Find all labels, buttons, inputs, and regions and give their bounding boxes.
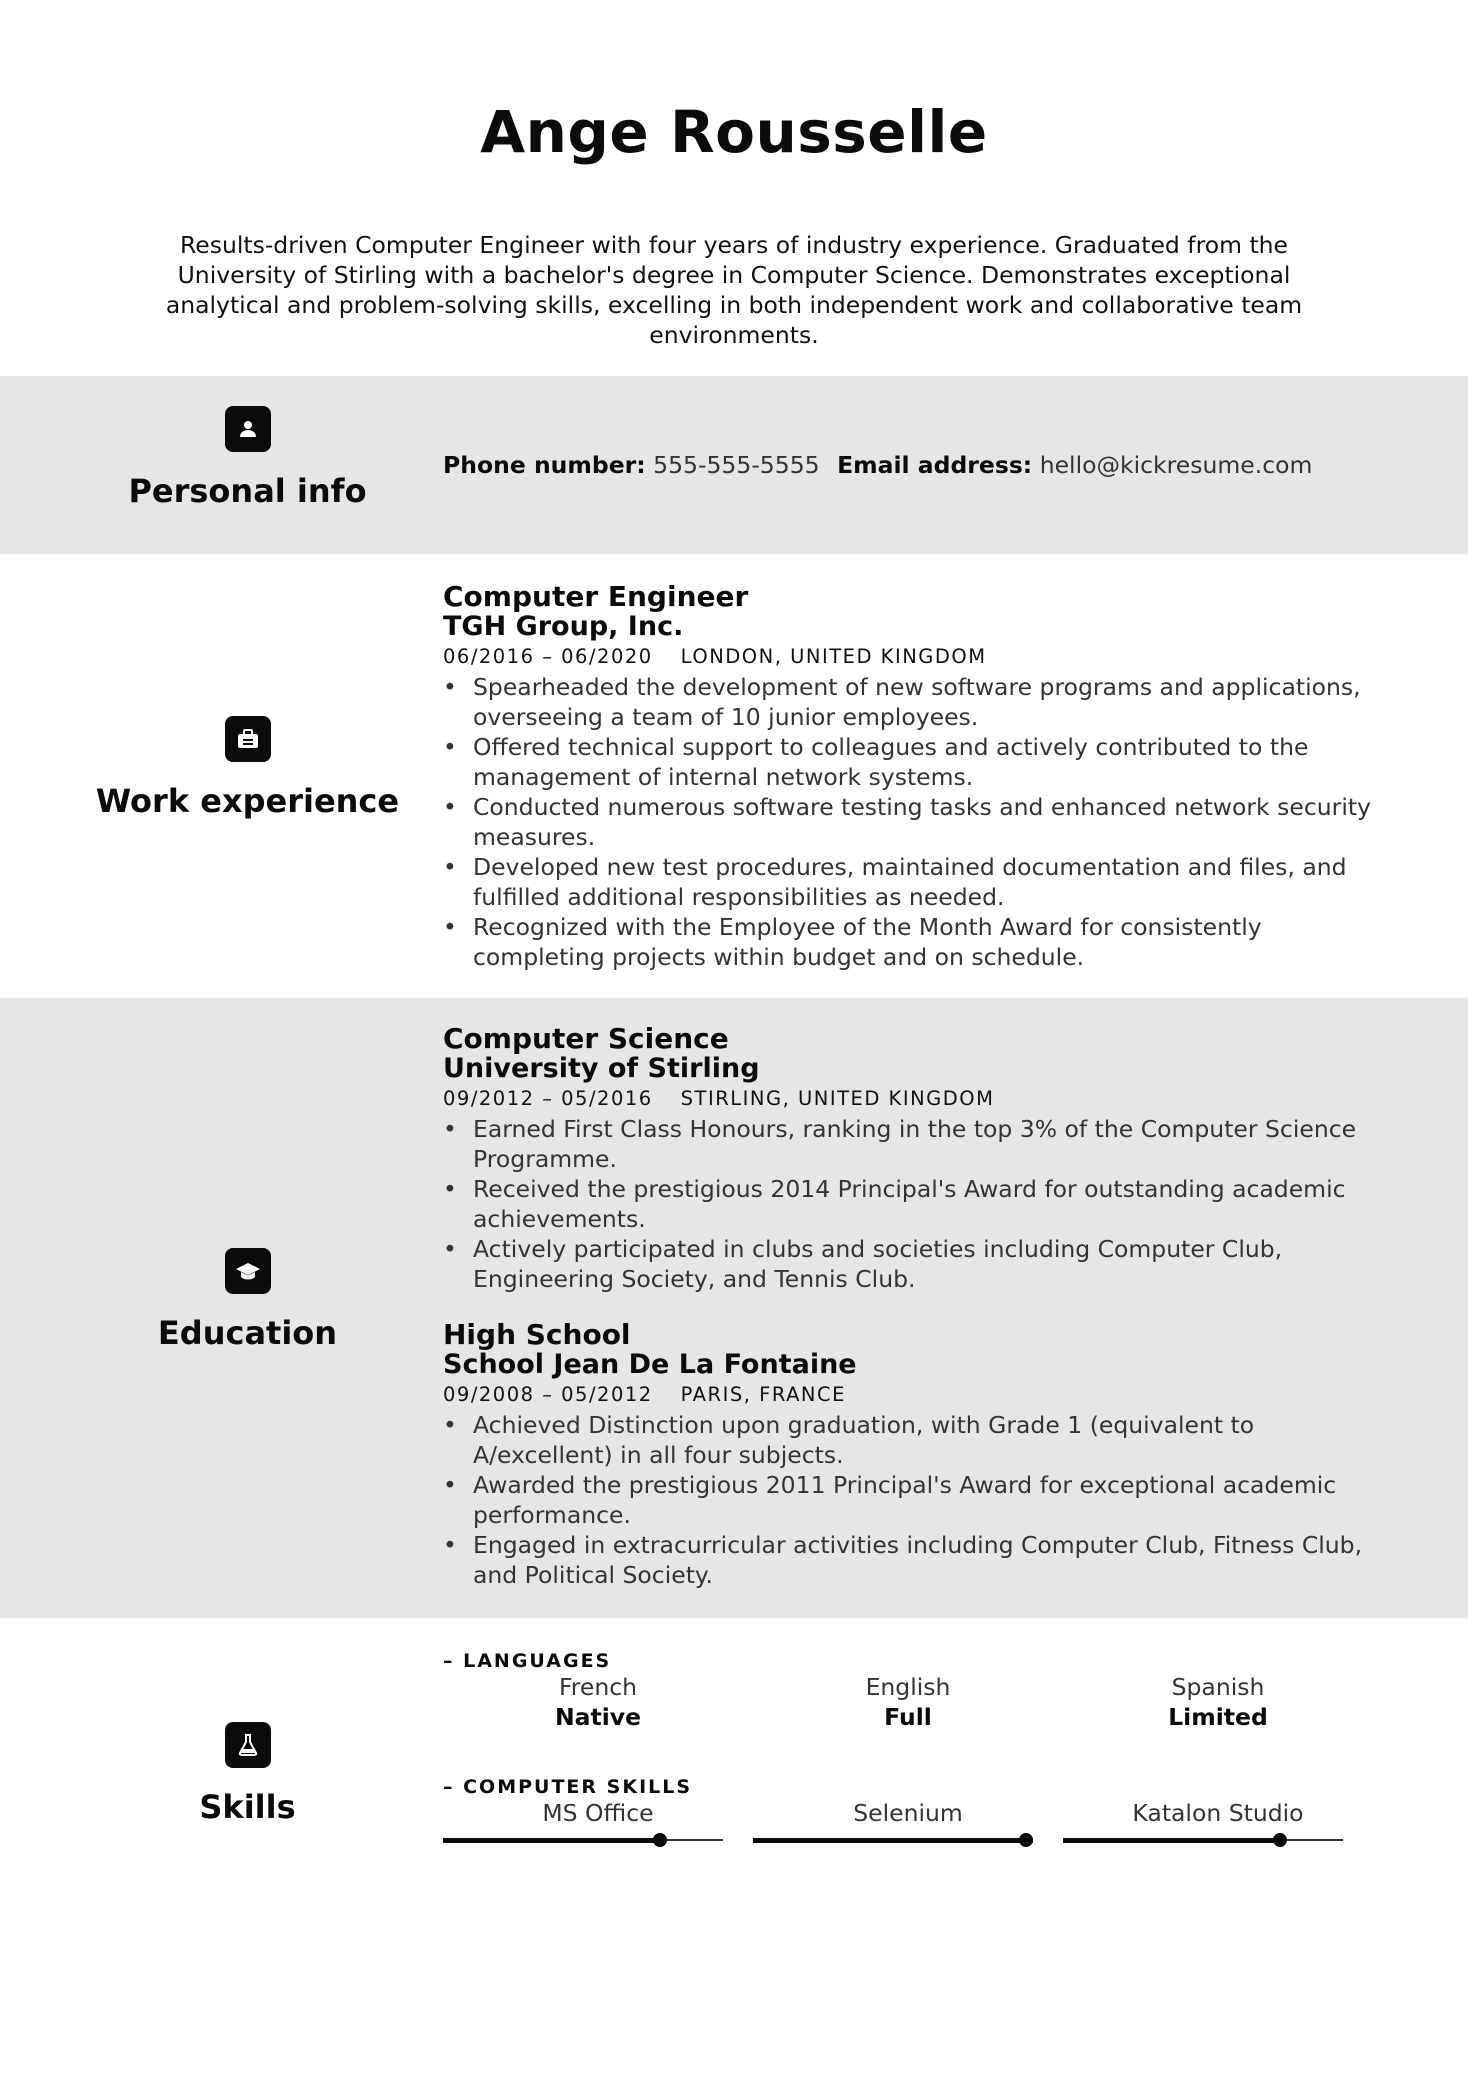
language-name: Spanish (1171, 1673, 1265, 1701)
location: STIRLING, UNITED KINGDOM (680, 1087, 995, 1110)
email-label: Email address: (837, 451, 1033, 479)
email-value: hello@kickresume.com (1039, 451, 1313, 479)
job-meta (443, 642, 1373, 672)
briefcase-icon (225, 716, 271, 762)
personal-info-section (0, 376, 1468, 554)
skills-section (0, 1618, 1468, 1918)
job-title: Computer Engineer (443, 580, 749, 613)
list-item: • Recognized with the Employee of the Month Award for consistently completing projects within budget and on schedule. (443, 912, 1373, 972)
summary: Results-driven Computer Engineer with four years of industry experience. Graduated from the University of Stirling with a bachelor's degree in Computer Science. Demonstrates exceptional analytical and problem-solving skills, excelling in both independent work and collaborative team environments. (165, 231, 1303, 349)
work-experience-section (0, 554, 1468, 998)
skill-item (753, 1798, 1063, 1850)
list-item: • Awarded the prestigious 2011 Principal's Award for exceptional academic performance. (443, 1470, 1373, 1530)
language-item (443, 1672, 753, 1732)
company: TGH Group, Inc. (443, 611, 684, 642)
work-entry (443, 582, 1373, 972)
section-title: Skills (199, 1788, 296, 1826)
languages-list (443, 1672, 1373, 1732)
resume-name: Ange Rousselle (480, 98, 988, 166)
list-item: • Spearheaded the development of new software programs and applications, overseeing a team of 10 junior employees. (443, 672, 1373, 732)
graduation-cap-icon (225, 1248, 271, 1294)
list-item: • Engaged in extracurricular activities including Computer Club, Fitness Club, and Political Society. (443, 1530, 1373, 1590)
languages-heading: – LANGUAGES (443, 1650, 612, 1672)
skill-name: Katalon Studio (1132, 1799, 1304, 1827)
section-title: Education (157, 1314, 338, 1352)
school: School Jean De La Fontaine (443, 1349, 857, 1380)
bullet-list (443, 1410, 1373, 1590)
education-meta (443, 1380, 1373, 1410)
person-icon (225, 406, 271, 452)
dates: 06/2016 – 06/2020 (443, 645, 653, 668)
skill-name: Selenium (853, 1799, 963, 1827)
language-level: Full (884, 1703, 932, 1731)
location: LONDON, UNITED KINGDOM (680, 645, 987, 668)
school: University of Stirling (443, 1053, 760, 1084)
list-item: • Earned First Class Honours, ranking in the top 3% of the Computer Science Programme. (443, 1114, 1373, 1174)
list-item: • Offered technical support to colleagues and actively contributed to the management of internal network systems. (443, 732, 1373, 792)
education-entry (443, 1320, 1373, 1590)
skill-level-bar (753, 1830, 1033, 1850)
education-entry (443, 1024, 1373, 1294)
phone-label: Phone number: (443, 451, 646, 479)
language-level: Native (554, 1703, 642, 1731)
language-name: English (865, 1673, 951, 1701)
section-title: Personal info (128, 472, 367, 510)
dates: 09/2008 – 05/2012 (443, 1383, 653, 1406)
list-item: • Developed new test procedures, maintained documentation and files, and fulfilled additional responsibilities as needed. (443, 852, 1373, 912)
language-name: French (558, 1673, 638, 1701)
flask-icon (225, 1722, 271, 1768)
location: PARIS, FRANCE (680, 1383, 846, 1406)
skill-level-bar (443, 1830, 723, 1850)
skill-item (1063, 1798, 1373, 1850)
list-item: • Actively participated in clubs and societies including Computer Club, Engineering Society, and Tennis Club. (443, 1234, 1373, 1294)
bullet-list (443, 672, 1373, 972)
degree-title: High School (443, 1318, 631, 1351)
computer-skills-list (443, 1798, 1373, 1850)
computer-skills-heading: – COMPUTER SKILLS (443, 1776, 693, 1798)
degree-title: Computer Science (443, 1022, 729, 1055)
education-section (0, 998, 1468, 1618)
bullet-list (443, 1114, 1373, 1294)
skill-level-knob (1019, 1833, 1033, 1847)
language-item (1063, 1672, 1373, 1732)
list-item: • Achieved Distinction upon graduation, with Grade 1 (equivalent to A/excellent) in all four subjects. (443, 1410, 1373, 1470)
language-level: Limited (1168, 1703, 1268, 1731)
list-item: • Conducted numerous software testing tasks and enhanced network security measures. (443, 792, 1373, 852)
skill-level-knob (653, 1833, 667, 1847)
language-item (753, 1672, 1063, 1732)
section-title: Work experience (95, 782, 400, 820)
skill-level-knob (1273, 1833, 1287, 1847)
skill-item (443, 1798, 753, 1850)
phone-value: 555-555-5555 (653, 451, 820, 479)
education-meta (443, 1084, 1373, 1114)
dates: 09/2012 – 05/2016 (443, 1087, 653, 1110)
contact-line (443, 451, 1373, 479)
list-item: • Received the prestigious 2014 Principal's Award for outstanding academic achievements. (443, 1174, 1373, 1234)
skill-name: MS Office (542, 1799, 654, 1827)
skill-level-bar (1063, 1830, 1343, 1850)
